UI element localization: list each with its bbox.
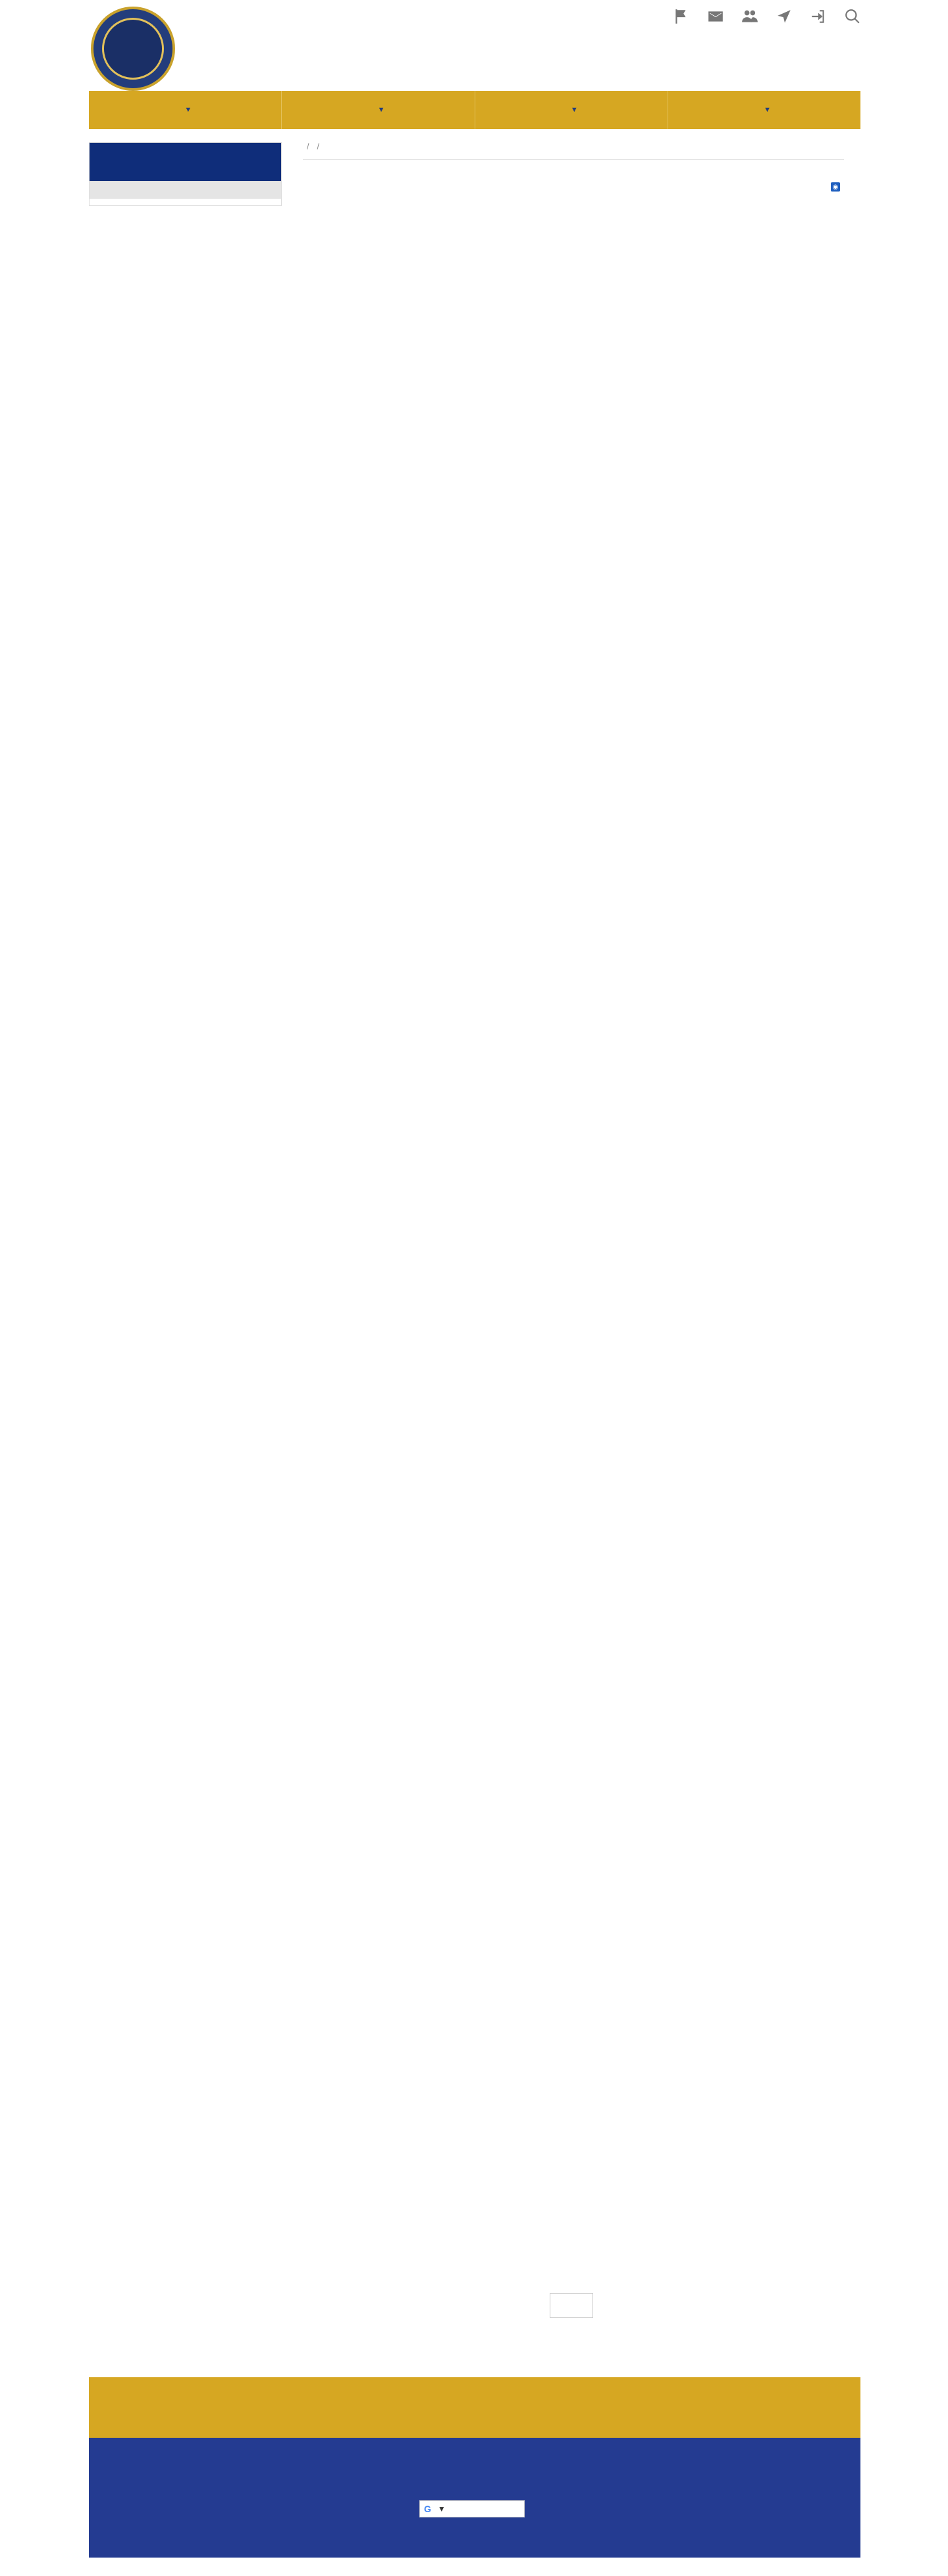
logo-monogram: [102, 18, 164, 80]
main-nav: [89, 91, 860, 129]
utility-search[interactable]: [844, 8, 861, 30]
google-icon: G: [424, 2504, 431, 2514]
google-translate-select[interactable]: [419, 2500, 525, 2517]
subscribe-link[interactable]: [831, 182, 844, 192]
chevron-down-icon: ▼: [437, 2504, 446, 2513]
nav-district[interactable]: [89, 91, 282, 129]
sidebar-sub-list: [90, 199, 281, 205]
utility-staff-directory[interactable]: [741, 8, 758, 30]
nav-school-committee[interactable]: [668, 91, 860, 129]
nav-departments[interactable]: [282, 91, 475, 129]
main-content: [303, 142, 844, 211]
site-header: [0, 0, 948, 89]
next-page-button[interactable]: [550, 2293, 593, 2318]
sidebar: [89, 142, 282, 206]
utility-nav: [673, 8, 861, 30]
site-footer: [89, 2438, 860, 2558]
sidebar-title: [90, 143, 281, 181]
utility-safety-tip[interactable]: [673, 8, 690, 30]
mission-banner: [89, 2377, 860, 2438]
envelope-icon: [707, 8, 724, 25]
chevron-down-icon: ▼: [764, 106, 772, 114]
utility-staff-login[interactable]: [810, 8, 827, 30]
people-icon: [741, 8, 758, 25]
breadcrumb-separator: /: [317, 142, 319, 151]
breadcrumb: [303, 142, 844, 160]
search-icon: [844, 8, 861, 25]
footer-links: [89, 2438, 860, 2450]
location-arrow-icon: [776, 8, 793, 25]
page-title-row: [303, 182, 844, 192]
utility-site-map[interactable]: [776, 8, 793, 30]
rss-icon: ◉: [831, 182, 840, 192]
sign-in-icon: [810, 8, 827, 25]
sidebar-item-communications[interactable]: [90, 181, 281, 199]
utility-contact[interactable]: [707, 8, 724, 30]
mission-text: [89, 2389, 860, 2392]
nav-schools[interactable]: [475, 91, 668, 129]
chevron-down-icon: ▼: [570, 106, 579, 114]
chevron-down-icon: ▼: [184, 106, 192, 114]
school-seal-logo[interactable]: [91, 7, 175, 91]
breadcrumb-separator: /: [307, 142, 309, 151]
chevron-down-icon: ▼: [377, 106, 386, 114]
flag-icon: [673, 8, 690, 25]
